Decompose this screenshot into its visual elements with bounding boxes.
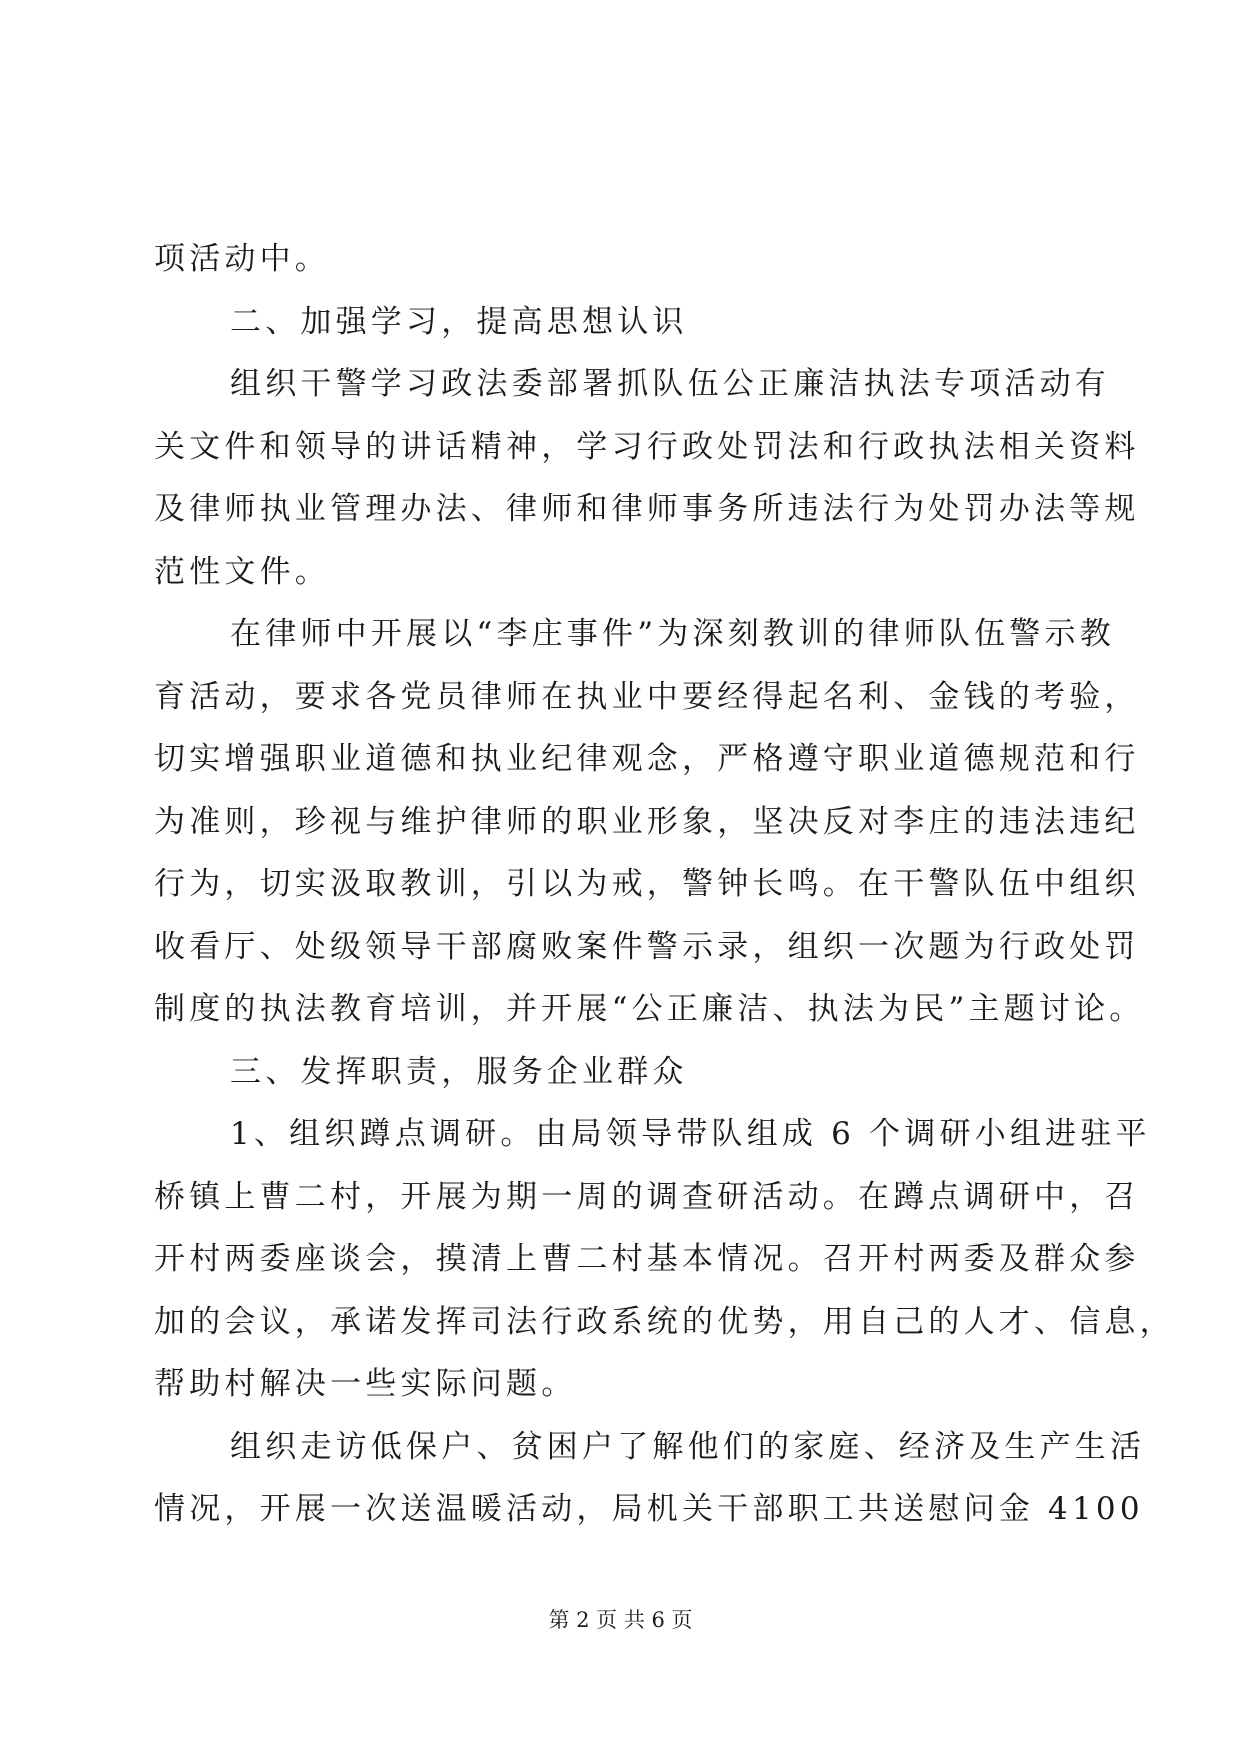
text-line: 加的会议，承诺发挥司法行政系统的优势，用自己的人才、信息， [154,1303,1175,1340]
text-line: 范性文件。 [154,553,330,590]
text-line: 制度的执法教育培训，并开展“公正廉洁、执法为民”主题讨论。 [154,991,1145,1027]
section-heading: 二、加强学习，提高思想认识 [230,303,688,340]
text-line: 收看厅、处级领导干部腐败案件警示录，组织一次题为行政处罚 [154,928,1140,965]
text-line: 及律师执业管理办法、律师和律师事务所违法行为处罚办法等规 [154,491,1140,527]
section-heading: 三、发挥职责，服务企业群众 [230,1053,688,1090]
text-line: 1、组织蹲点调研。由局领导带队组成 6 个调研小组进驻平 [230,1116,1151,1152]
page-number-footer: 第 2 页 共 6 页 [548,1608,693,1632]
text-line: 在律师中开展以“李庄事件”为深刻教训的律师队伍警示教 [230,616,1115,652]
text-line: 为准则，珍视与维护律师的职业形象，坚决反对李庄的违法违纪 [154,803,1140,840]
text-line: 组织走访低保户、贫困户了解他们的家庭、经济及生产生活 [230,1428,1146,1465]
text-line: 切实增强职业道德和执业纪律观念，严格遵守职业道德规范和行 [154,741,1140,777]
text-line: 关文件和领导的讲话精神，学习行政处罚法和行政执法相关资料 [154,428,1140,465]
text-line: 开村两委座谈会，摸清上曹二村基本情况。召开村两委及群众参 [154,1241,1140,1277]
text-line: 情况，开展一次送温暖活动，局机关干部职工共送慰问金 4100 [154,1491,1144,1527]
text-line: 行为，切实汲取教训，引以为戒，警钟长鸣。在干警队伍中组织 [154,866,1140,902]
text-line: 组织干警学习政法委部署抓队伍公正廉洁执法专项活动有 [230,366,1110,402]
text-line: 帮助村解决一些实际问题。 [154,1366,577,1402]
body-text [154,228,1175,1541]
text-line: 桥镇上曹二村，开展为期一周的调查研活动。在蹲点调研中，召 [154,1178,1140,1215]
text-line: 项活动中。 [154,241,330,277]
text-line: 育活动，要求各党员律师在执业中要经得起名利、金钱的考验， [154,678,1140,715]
